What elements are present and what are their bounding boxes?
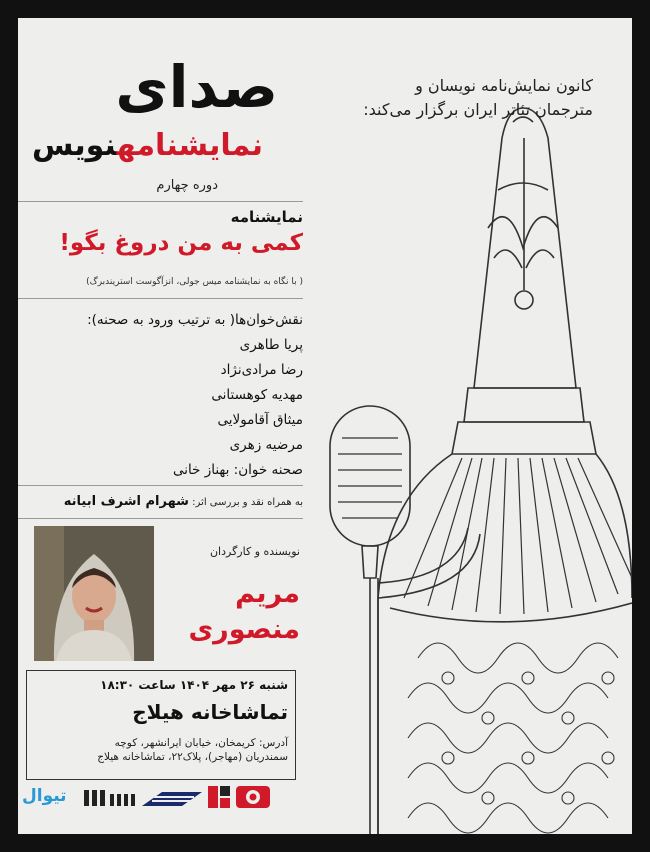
play-title: کمی به من دروغ بگو! bbox=[59, 230, 303, 256]
pen-microphone-illustration bbox=[308, 78, 632, 834]
divider bbox=[18, 485, 303, 486]
festival-title: صدای bbox=[115, 53, 278, 121]
presenter-line-1: کانون نمایش‌نامه نویسان و bbox=[415, 76, 593, 95]
tiwall-logo: تیوال bbox=[22, 786, 67, 806]
cast-member: رضا مرادی‌نژاد bbox=[220, 362, 303, 378]
divider bbox=[18, 298, 303, 299]
writer-director-label: نویسنده و کارگردان bbox=[209, 545, 300, 558]
sponsor-logo-stripes bbox=[142, 790, 202, 808]
sponsor-logo-kanoon bbox=[236, 786, 270, 808]
date-time: شنبه ۲۶ مهر ۱۴۰۴ ساعت ۱۸:۳۰ bbox=[100, 678, 288, 692]
writer-first-name: مریم bbox=[235, 578, 300, 609]
cast-member: مهدیه کوهستانی bbox=[211, 387, 303, 403]
address-line: آدرس: کریمخان، خیابان ایرانشهر، کوچه bbox=[114, 737, 288, 749]
divider bbox=[18, 201, 303, 202]
festival-subtitle-black: نویس bbox=[31, 128, 117, 163]
play-inspiration: ( با نگاه به نمایشنامه میس جولی، انزآگوست استریندبرگ) bbox=[86, 277, 303, 287]
critic-name: شهرام اشرف ابیانه bbox=[63, 494, 189, 509]
critique-line bbox=[18, 494, 303, 509]
cast-list bbox=[18, 308, 303, 483]
festival-subtitle-red: نمایشنامه bbox=[116, 128, 263, 163]
sponsor-logo-red bbox=[208, 786, 230, 808]
director-photo bbox=[34, 526, 154, 661]
play-label: نمایشنامه bbox=[230, 208, 303, 226]
writer-last-name: منصوری bbox=[188, 614, 300, 645]
cast-member: مرضیه زهری bbox=[229, 437, 303, 453]
stage-reader: صحنه خوان: بهناز خانی bbox=[172, 462, 303, 478]
sponsor-logo-mim bbox=[84, 788, 138, 808]
presenter-line-2: مترجمان تئاتر ایران برگزار می‌کند: bbox=[363, 100, 593, 119]
presenter-text bbox=[308, 74, 593, 122]
festival-subtitle bbox=[18, 128, 263, 163]
writer-director-name bbox=[158, 576, 300, 648]
venue-name: تماشاخانه هیلاج bbox=[132, 700, 288, 724]
divider bbox=[18, 518, 303, 519]
edition-label: دوره چهارم bbox=[156, 178, 218, 193]
venue-address bbox=[26, 736, 288, 764]
critique-label: به همراه نقد و بررسی اثر: bbox=[192, 497, 303, 508]
cast-member: پریا طاهری bbox=[239, 337, 303, 353]
cast-heading: نقش‌خوان‌ها( به ترتیب ورود به صحنه): bbox=[87, 312, 303, 328]
poster bbox=[18, 18, 632, 834]
cast-member: میثاق آقامولایی bbox=[217, 412, 303, 428]
address-line: سمندریان (مهاجر)، پلاک۲۲، تماشاخانه هیلاج bbox=[97, 751, 288, 763]
